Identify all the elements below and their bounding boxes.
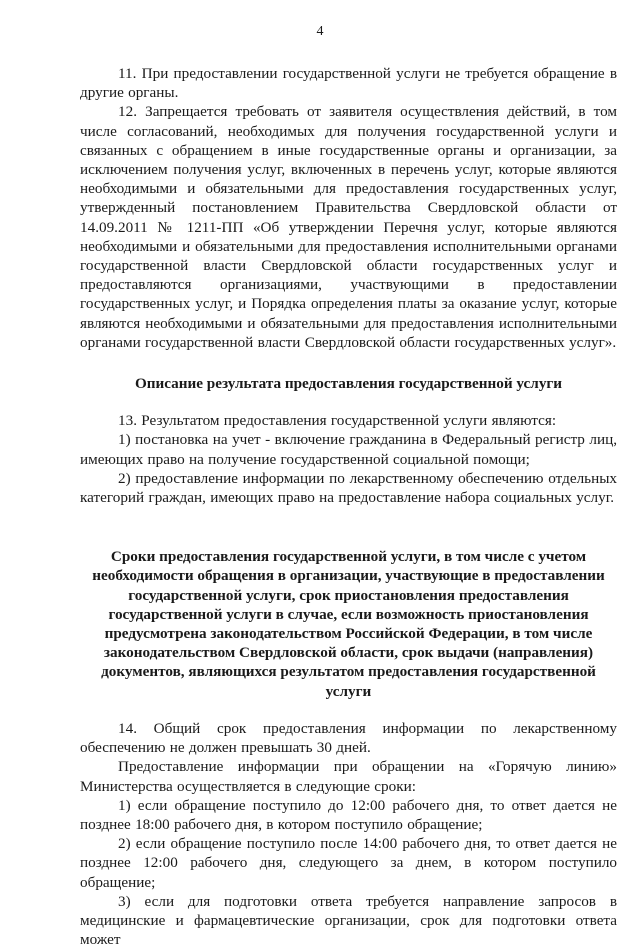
- paragraph-14-item-2: 2) если обращение поступило после 14:00 рабочего дня, то ответ дается не позднее 12:00 рабочего дня, следующего за днем, в котором поступило обращение;: [80, 835, 617, 891]
- spacer: [80, 507, 617, 547]
- paragraph-14-hotline: Предоставление информации при обращении на «Горячую линию» Министерства осуществляется в следующие сроки:: [80, 758, 617, 795]
- paragraph-14-item-3: 3) если для подготовки ответа требуется направление запросов в медицинские и фармацевтические организации, срок для подготовки ответа может: [80, 892, 617, 949]
- paragraph-13: 13. Результатом предоставления государственной услуги являются:: [118, 412, 557, 430]
- section-heading-terms: Сроки предоставления государственной услуги, в том числе с учетом необходимости обращения в организации, участвующие в предоставлении государственной услуги, срок приостановления предоставления государственной услуги в случае, если возможность приостановления предусмотрена законодательством Российской Федерации, в том числе законодательством Свердловской области, срок выдачи (направления) документов, являющихся результатом предоставления государственной услуги: [92, 548, 605, 700]
- paragraph-12: 12. Запрещается требовать от заявителя осуществления действий, в том числе согласований, необходимых для получения государственной услуги и связанных с обращением в иные государственные органы и организации, за исключением получения услуг, включенных в перечень услуг, которые являются необходимыми и обязательными для предоставления государственных услуг, утвержденный постановлением Правительства Свердловской области от 14.09.2011 № 1211-ПП «Об утверждении Перечня услуг, которые являются необходимыми и обязательными для предоставления исполнительными органами государственной власти Свердловской области государственных услуг и предоставляются организациями, участвующими в предоставлении государственных услуг, и Порядка определения платы за оказание услуг, которые являются необходимыми и обязательными для предоставления исполнительными органами государственной власти Свердловской области государственных услуг».: [80, 103, 617, 351]
- paragraph-14-item-1: 1) если обращение поступило до 12:00 рабочего дня, то ответ дается не позднее 18:00 рабочего дня, в котором поступило обращение;: [80, 796, 617, 833]
- spacer: [80, 393, 617, 411]
- spacer: [80, 352, 617, 374]
- paragraph-11: 11. При предоставлении государственной услуги не требуется обращение в другие органы.: [80, 65, 617, 102]
- section-heading-result: Описание результата предоставления государственной услуги: [134, 375, 563, 393]
- document-body: [80, 64, 617, 949]
- page-number: 4: [316, 24, 324, 39]
- paragraph-13-item-1: 1) постановка на учет - включение гражданина в Федеральный регистр лиц, имеющих право на получение государственной социальной помощи;: [80, 431, 617, 468]
- paragraph-14: 14. Общий срок предоставления информации по лекарственному обеспечению не должен превышать 30 дней.: [80, 719, 617, 757]
- spacer: [80, 701, 617, 719]
- paragraph-13-item-2: 2) предоставление информации по лекарственному обеспечению отдельных категорий граждан, имеющих право на предоставление набора социальных услуг.: [80, 469, 617, 507]
